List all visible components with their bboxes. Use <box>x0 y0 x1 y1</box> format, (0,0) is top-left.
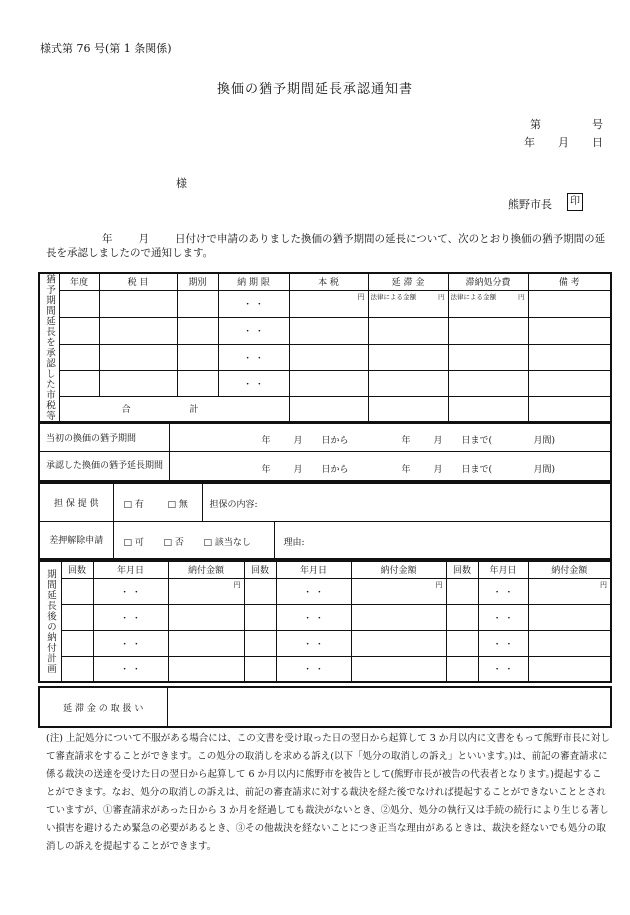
addressee-suffix: 様 <box>176 177 187 190</box>
date-year: 年 <box>524 136 535 149</box>
header-period: 期別 <box>177 273 218 290</box>
document-title: 換価の猶予期間延長承認通知書 <box>216 82 413 97</box>
seizure-ng-checkbox[interactable]: □ 否 <box>163 537 184 548</box>
approved-period-value: 年 月 日から 年 月 日まで( 月間) <box>169 451 611 481</box>
seizure-na-checkbox[interactable]: □ 該当なし <box>203 537 251 548</box>
table-row <box>39 290 611 317</box>
header-remarks: 備 考 <box>528 273 611 290</box>
initial-period-label: 当初の換価の猶予期間 <box>39 423 169 451</box>
initial-period-value: 年 月 日から 年 月 日まで( 月間) <box>169 423 611 451</box>
intro-paragraph <box>46 232 606 260</box>
late-fee-value <box>167 687 611 727</box>
plan-row: ・ ・ ・ ・ ・ ・ <box>39 630 611 656</box>
header-due-date: 納 期 限 <box>218 273 289 290</box>
legal-note: (注) 上記処分について不服がある場合には、この文書を受け取った日の翌日から起算して 3 か月以内に文書をもって熊野市長に対して審査請求をすることができます。この処分の取消しを求める訴え(以下「処分の取消しの訴え」といいます。)は、前記の審査請求に係る裁決の送達を受けた日の翌日から起算して 6 か月以内に熊野市を被告として(熊野市長が被告の代表者となります。)提起することができます。なお、処分の取消しの訴えは、前記の審査請求に対する裁決を経た後でなければ提起することができないこととされていますが、①審査請求があった日から 3 か月を経過しても裁決がないとき、②処分、処分の執行又は手続の続行により生じる著しい損害を避けるため緊急の必要があるとき、③その他裁決を経ないことにつき正当な理由があるときは、裁決を経ないでも処分の取消しの訴えを提起することができます。 <box>46 733 610 852</box>
table-row <box>39 344 611 370</box>
table-row <box>39 317 611 344</box>
header-late-fee: 延 滞 金 <box>368 273 448 290</box>
security-content-label: 担保の内容: <box>209 500 258 510</box>
date-month: 月 <box>558 136 569 149</box>
security-label: 担 保 提 供 <box>39 483 113 521</box>
yen-unit: 円 <box>438 292 445 301</box>
seal-stamp: 印 <box>567 193 583 211</box>
seizure-label: 差押解除申請 <box>39 521 113 559</box>
yen-unit: 円 <box>357 292 365 301</box>
tax-table <box>38 272 612 423</box>
intro-month: 月 <box>138 233 149 245</box>
seizure-ok-checkbox[interactable]: □ 可 <box>123 537 144 548</box>
col-date: 年月日 <box>276 561 351 578</box>
col-count: 回数 <box>61 561 93 578</box>
seizure-options <box>113 521 611 559</box>
yen-unit: 円 <box>518 292 525 301</box>
plan-table <box>38 560 612 683</box>
total-label: 合 計 <box>59 396 289 422</box>
late-fee-label: 延 滞 金 の 取 扱 い <box>39 687 167 727</box>
total-row <box>39 396 611 422</box>
header-principal: 本 税 <box>289 273 368 290</box>
period-table <box>38 422 612 482</box>
col-amount: 納付金額 <box>168 561 244 578</box>
plan-row: ・ ・ ・ ・ ・ ・ <box>39 656 611 682</box>
security-options <box>113 483 611 521</box>
due-date-cell: ・ ・ <box>218 370 289 396</box>
date-day: 日 <box>592 136 603 149</box>
col-amount: 納付金額 <box>351 561 446 578</box>
doc-no-prefix: 第 <box>530 118 541 131</box>
approved-period-label: 承認した換価の猶予延長期間 <box>39 451 169 481</box>
legal-amount-label: 法律による金額 <box>370 292 416 301</box>
intro-text: 日付けで申請のありました換価の猶予期間の延長について、次のとおり換価の猶予期間の延長を承認しましたので通知します。 <box>46 233 606 259</box>
security-table <box>38 482 612 560</box>
col-count: 回数 <box>244 561 276 578</box>
seizure-reason-label: 理由: <box>283 537 305 548</box>
legal-amount-label: 法律による金額 <box>450 292 496 301</box>
col-amount: 納付金額 <box>528 561 611 578</box>
col-count: 回数 <box>446 561 478 578</box>
plan-side-label: 期間延長後の納付計画 <box>39 561 61 682</box>
header-tax-item: 税 目 <box>99 273 177 290</box>
header-disposition-fee: 滞納処分費 <box>448 273 528 290</box>
issuer-name: 熊野市長 <box>508 198 552 211</box>
col-date: 年月日 <box>478 561 528 578</box>
col-date: 年月日 <box>93 561 168 578</box>
header-year: 年度 <box>59 273 99 290</box>
due-date-cell: ・ ・ <box>218 290 289 317</box>
plan-row: ・ ・ ・ ・ ・ ・ <box>39 604 611 630</box>
security-no-checkbox[interactable]: □ 無 <box>167 500 188 510</box>
due-date-cell: ・ ・ <box>218 317 289 344</box>
form-number: 様式第 76 号(第 1 条関係) <box>40 42 172 55</box>
late-fee-table <box>38 686 612 728</box>
tax-side-label: 猶予期間延長を承認した市税等 <box>39 273 59 422</box>
intro-year: 年 <box>102 233 113 245</box>
table-row <box>39 370 611 396</box>
security-yes-checkbox[interactable]: □ 有 <box>123 500 144 510</box>
doc-no-suffix: 号 <box>592 118 603 131</box>
due-date-cell: ・ ・ <box>218 344 289 370</box>
plan-row: ・ ・ 円 ・ ・ 円 ・ ・ 円 <box>39 578 611 604</box>
